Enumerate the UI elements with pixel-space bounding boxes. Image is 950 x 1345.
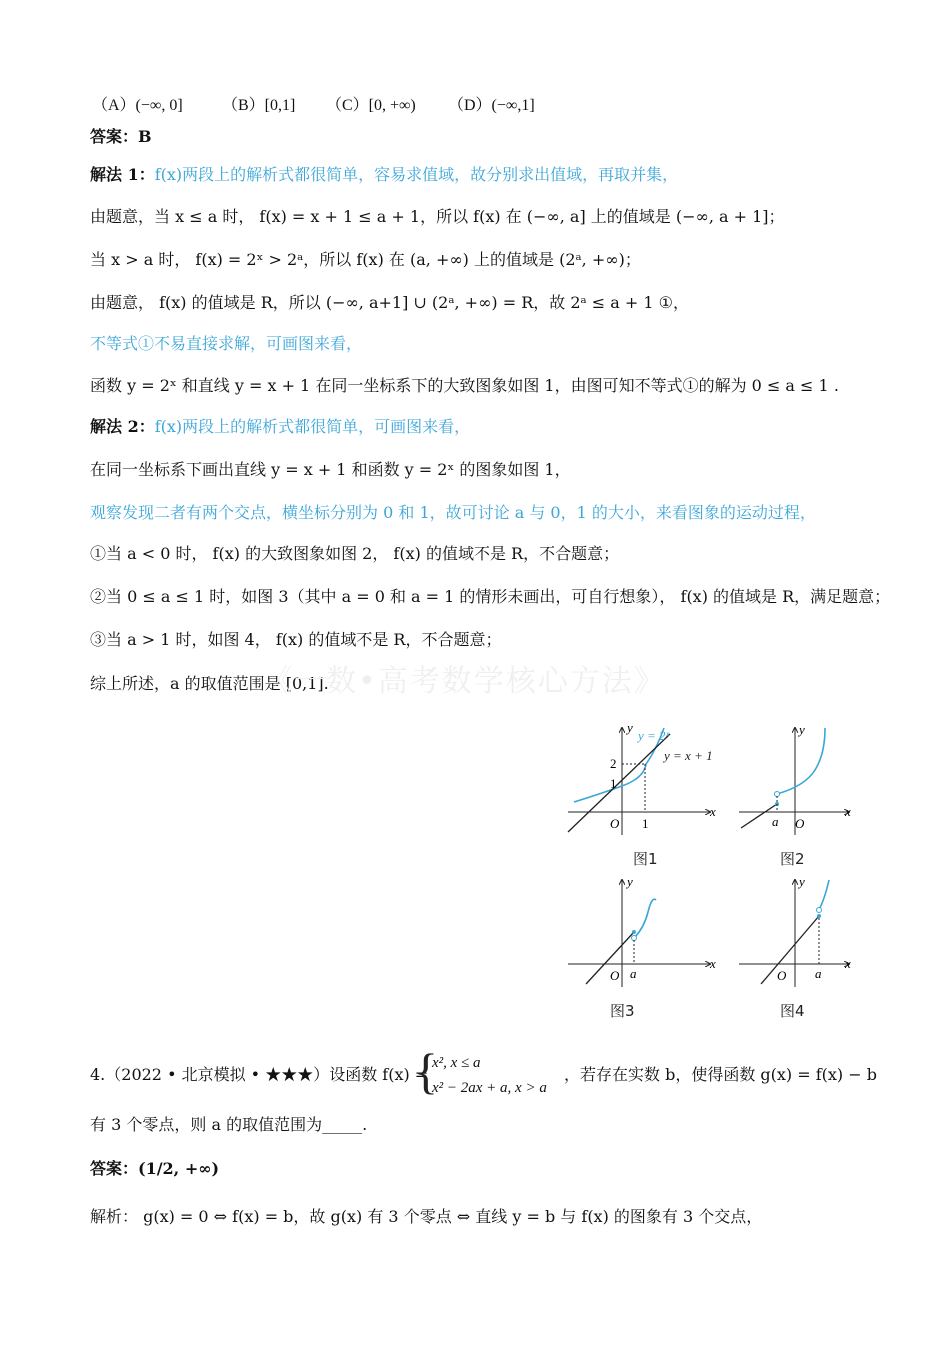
fig1-label-exp: y = 2ˣ (638, 728, 670, 743)
method1-hint2: 不等式①不易直接求解，可画图来看， (90, 334, 363, 353)
option-c: （C）[0, +∞) (326, 97, 416, 114)
watermark: 《一数•高考数学核心方法》 (262, 664, 666, 699)
q4-brace: { (414, 1043, 438, 1099)
fig1-tick-1x: 1 (642, 816, 649, 831)
method1-line4: 函数 y = 2ˣ 和直线 y = x + 1 在同一坐标系下的大致图象如图 1，由图可知不等式①的解为 0 ≤ a ≤ 1 . (90, 376, 839, 395)
fig1-xlabel: x (710, 804, 716, 819)
fig2-ylabel: y (799, 722, 805, 737)
method2-case2: ②当 0 ≤ a ≤ 1 时，如图 3（其中 a = 0 和 a = 1 的情形未画出，可自行想象）， f(x) 的值域是 R，满足题意； (90, 587, 891, 606)
option-b: （B）[0,1] (222, 97, 296, 114)
method1-line1: 由题意，当 x ≤ a 时， f(x) = x + 1 ≤ a + 1，所以 f(x) 在 (−∞, a] 上的值域是 (−∞, a + 1]； (90, 207, 785, 226)
fig4-xlabel: x (845, 956, 851, 971)
method1-line3: 由题意， f(x) 的值域是 R，所以 (−∞, a+1] ∪ (2ᵃ, +∞) = R，故 2ᵃ ≤ a + 1 ①， (90, 293, 690, 312)
figure-1 (560, 720, 730, 840)
method1-line2: 当 x > a 时， f(x) = 2ˣ > 2ᵃ，所以 f(x) 在 (a, +∞) 上的值域是 (2ᵃ, +∞)； (90, 250, 641, 269)
fig1-caption: 图1 (633, 850, 658, 868)
fig3-origin: O (610, 968, 620, 983)
fig3-caption: 图3 (610, 1002, 635, 1020)
fig3-exp-curve (634, 899, 656, 938)
fig1-tick-1y: 1 (610, 776, 617, 791)
fig2-a: a (772, 814, 779, 829)
method2-header (90, 416, 470, 438)
fig4-line (761, 916, 819, 984)
fig3-ylabel: y (627, 874, 633, 889)
q4-line2: 有 3 个零点，则 a 的取值范围为_____. (90, 1115, 368, 1134)
q4-case2: x² − 2ax + a, x > a (432, 1080, 547, 1096)
method2-hint2: 观察发现二者有两个交点，横坐标分别为 0 和 1，故可讨论 a 与 0，1 的大小，来看图象的运动过程， (90, 503, 816, 522)
fig4-closed-point (817, 914, 821, 918)
fig3-xlabel: x (710, 956, 716, 971)
fig4-a: a (815, 966, 822, 981)
q4-case1: x², x ≤ a (432, 1055, 481, 1071)
method2-line1: 在同一坐标系下画出直线 y = x + 1 和函数 y = 2ˣ 的图象如图 1， (90, 460, 571, 479)
q4-prefix: 4.（2022 • 北京模拟 • ★★★）设函数 f(x) = (90, 1065, 429, 1084)
option-d: （D）(−∞,1] (448, 97, 535, 114)
method1-header (90, 164, 678, 186)
fig1-tick-2: 2 (610, 756, 617, 771)
method2-case1: ①当 a < 0 时， f(x) 的大致图象如图 2， f(x) 的值域不是 R，不合题意； (90, 544, 620, 563)
fig3-closed-point (632, 930, 636, 934)
fig1-origin: O (610, 816, 620, 831)
answer-1: 答案：B (90, 127, 152, 146)
method2-hint: f(x)两段上的解析式都很简单，可画图来看， (154, 417, 471, 436)
fig3-open-point (632, 936, 637, 941)
fig2-caption: 图2 (780, 850, 805, 868)
figure-4 (735, 872, 855, 992)
fig2-open-point (775, 792, 780, 797)
q4-analysis: 解析： g(x) = 0 ⇔ f(x) = b，故 g(x) 有 3 个零点 ⇔ 直线 y = b 与 f(x) 的图象有 3 个交点， (90, 1207, 763, 1226)
q4-suffix: ，若存在实数 b，使得函数 g(x) = f(x) − b (564, 1065, 877, 1084)
fig2-xlabel: x (845, 804, 851, 819)
fig1-ylabel: y (627, 720, 633, 735)
fig1-label-line: y = x + 1 (664, 748, 713, 763)
method2-label: 解法 2： (90, 417, 155, 436)
option-a: （A）(−∞, 0] (92, 97, 183, 114)
fig2-exp-curve (777, 728, 825, 794)
fig4-caption: 图4 (780, 1002, 805, 1020)
method1-label: 解法 1： (90, 165, 155, 184)
fig4-origin: O (777, 968, 787, 983)
method2-summary: 综上所述，a 的取值范围是 [0,1]. (90, 674, 329, 693)
fig4-ylabel: y (799, 874, 805, 889)
figure-3 (560, 872, 730, 992)
fig3-a: a (630, 966, 637, 981)
method2-case3: ③当 a > 1 时，如图 4， f(x) 的值域不是 R，不合题意； (90, 630, 502, 649)
fig4-open-point (817, 908, 822, 913)
fig2-origin: O (795, 816, 805, 831)
fig4-exp-curve (819, 880, 829, 910)
figure-2 (735, 720, 855, 840)
method1-hint: f(x)两段上的解析式都很简单，容易求值域，故分别求出值域，再取并集， (154, 165, 679, 184)
q4-answer: 答案：(1/2, +∞) (90, 1159, 220, 1178)
